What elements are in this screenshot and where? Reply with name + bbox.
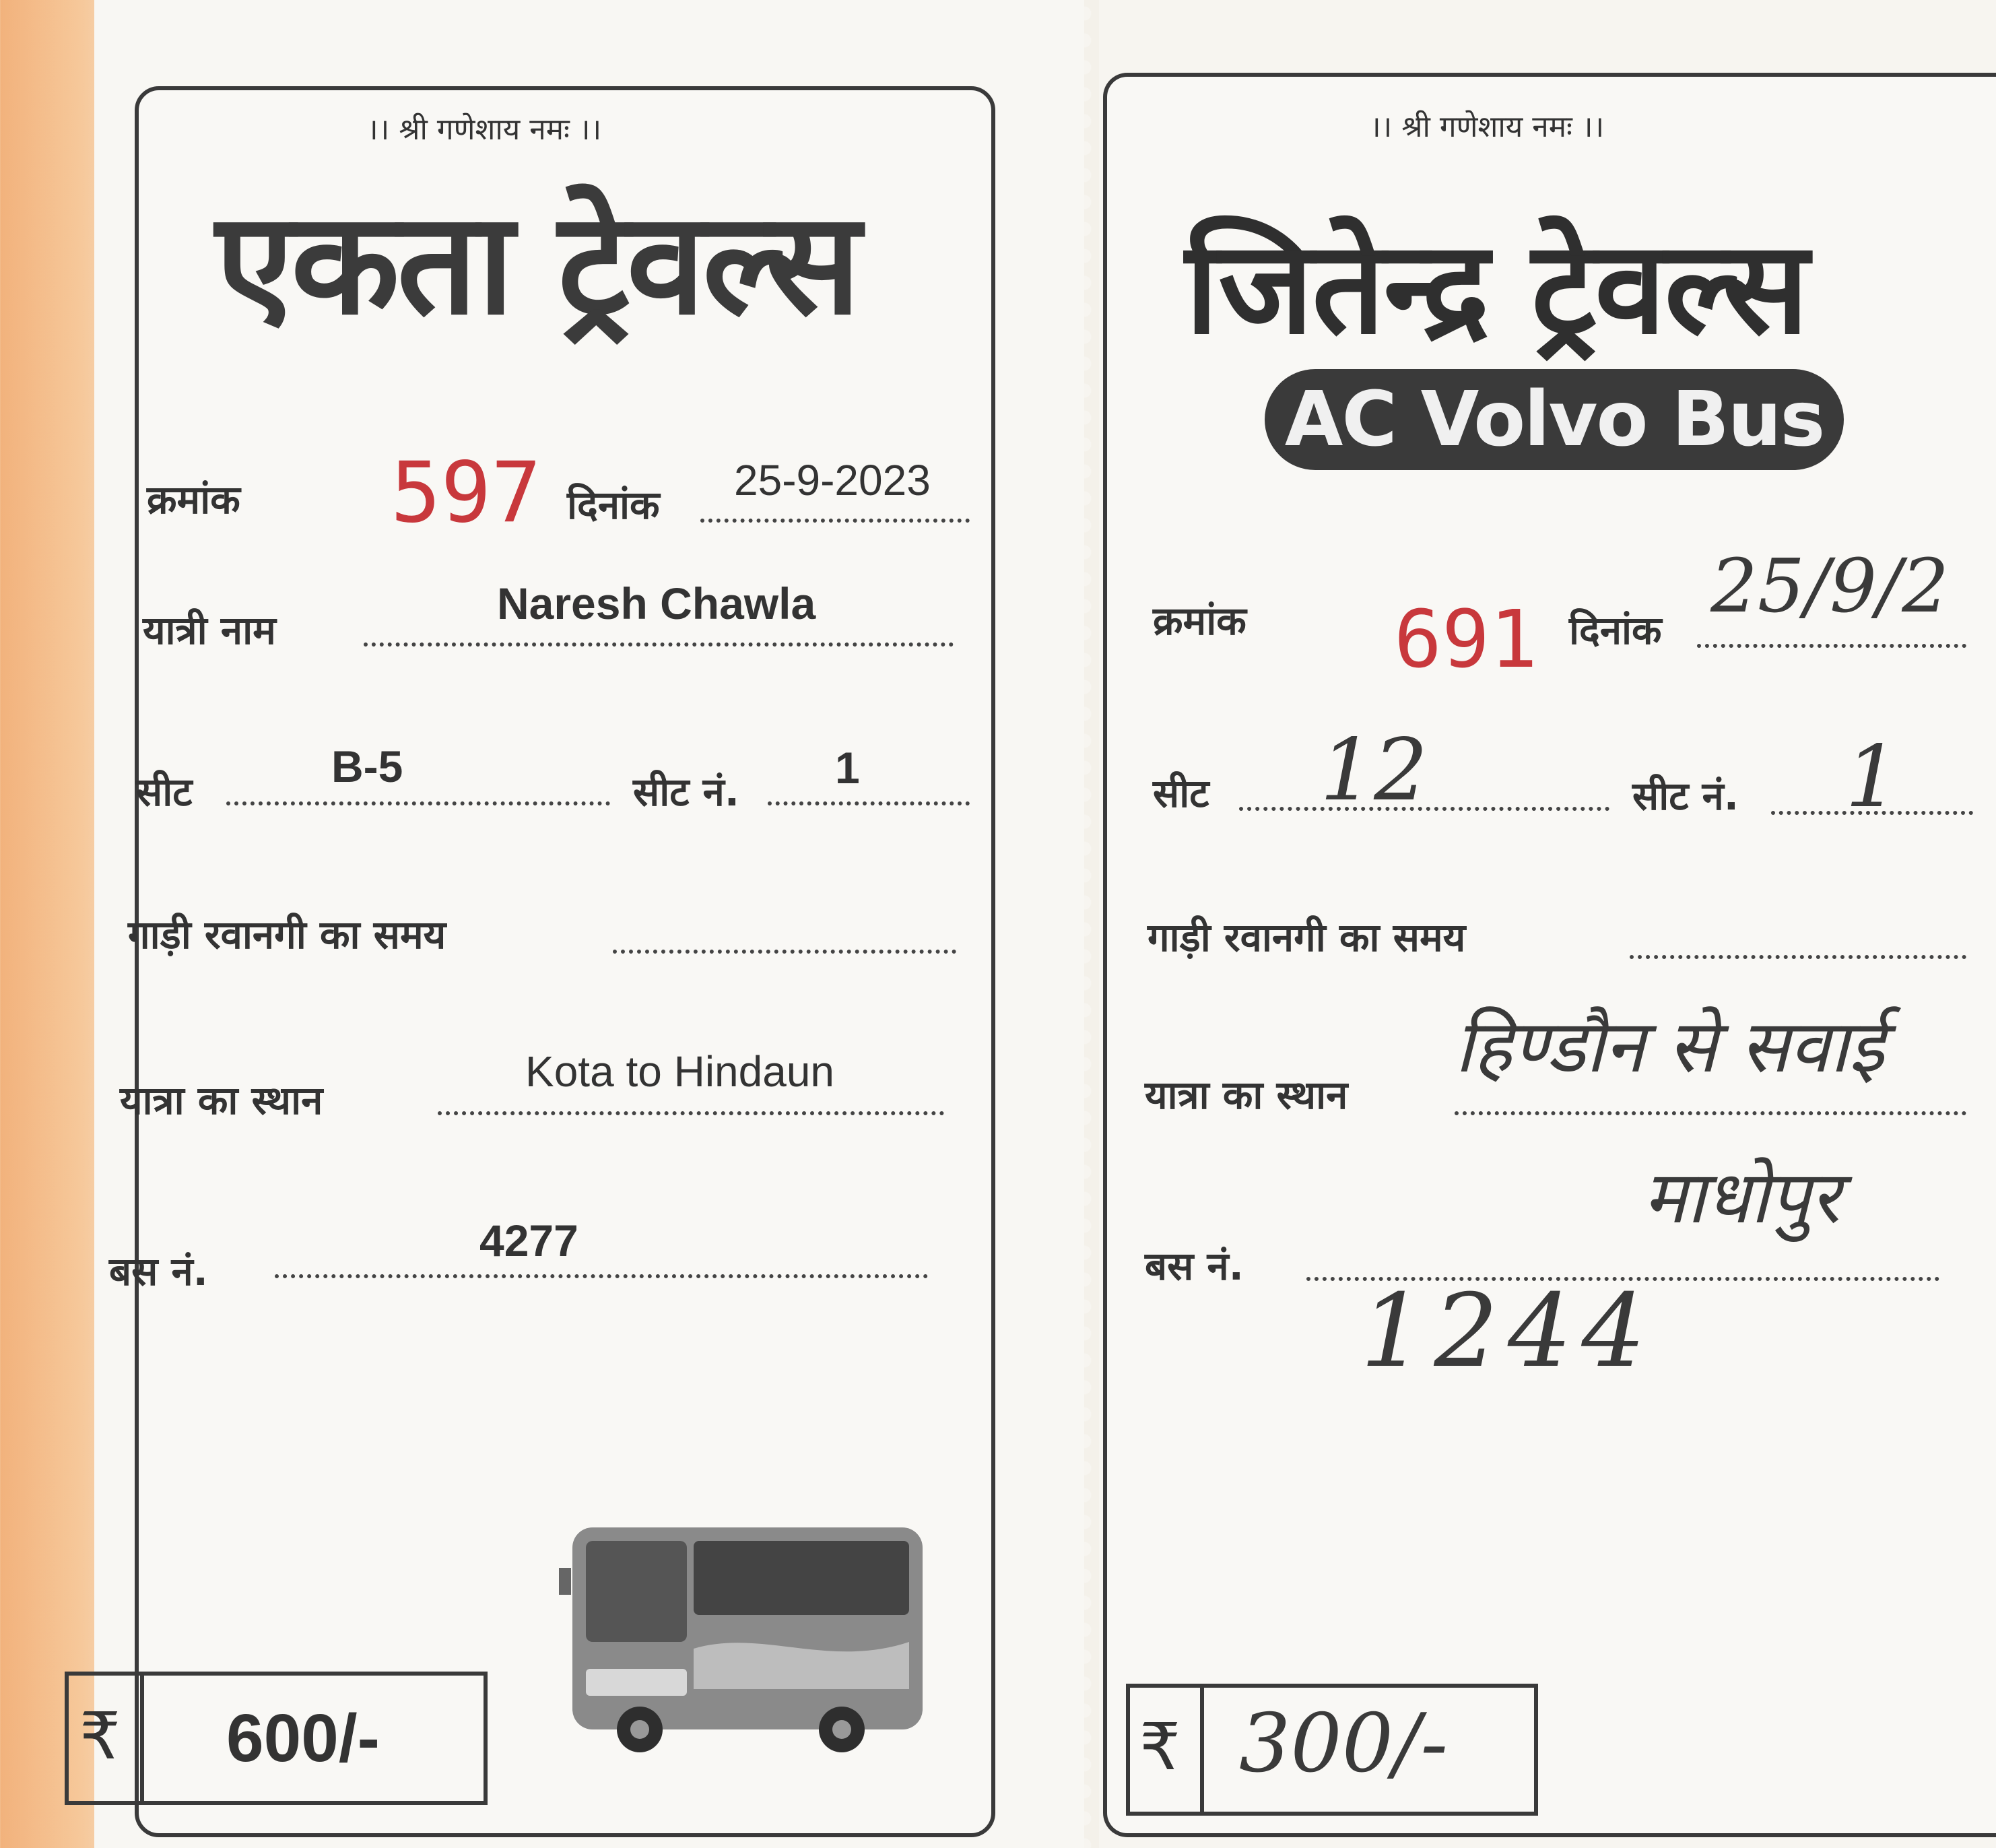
rupee-icon-right: ₹ xyxy=(1139,1709,1181,1785)
seat-value: B-5 xyxy=(331,741,403,791)
rupee-icon: ₹ xyxy=(79,1698,121,1774)
passenger-label: यात्री नाम xyxy=(143,607,276,653)
seat-label-right: सीट xyxy=(1153,770,1209,816)
bus-no-label: बस नं. xyxy=(109,1249,208,1294)
route-label: यात्रा का स्थान xyxy=(120,1078,323,1123)
route-value-right-line1: हिण्डौन से सवाई xyxy=(1455,1005,1885,1089)
bus-no-value-right: 1244 xyxy=(1360,1273,1655,1390)
serial-number-right: 691 xyxy=(1394,593,1538,686)
date-label: दिनांक xyxy=(567,482,660,528)
passenger-dots xyxy=(364,642,954,647)
route-dots xyxy=(438,1111,944,1115)
blessing-text-right: ।। श्री गणेशाय नमः ।। xyxy=(1370,110,1605,144)
date-label-right: दिनांक xyxy=(1569,607,1662,653)
serial-label: क्रमांक xyxy=(147,477,240,523)
route-label-right: यात्रा का स्थान xyxy=(1145,1072,1348,1118)
bus-no-value: 4277 xyxy=(479,1216,578,1265)
bus-no-dots xyxy=(275,1274,928,1278)
fare-amount-right: 300/- xyxy=(1239,1697,1449,1791)
passenger-value: Naresh Chawla xyxy=(497,579,816,628)
seat-no-value-right: 1 xyxy=(1845,727,1900,826)
date-dots-right xyxy=(1697,644,1966,648)
departure-dots xyxy=(613,950,956,954)
fare-amount: 600/- xyxy=(226,1701,380,1776)
route-value: Kota to Hindaun xyxy=(525,1047,834,1096)
company-name: एकता ट्रेवल्स xyxy=(215,181,859,346)
seat-dots xyxy=(226,801,610,805)
date-dots xyxy=(700,519,970,523)
bus-illustration xyxy=(559,1514,936,1756)
departure-label-right: गाड़ी रवानगी का समय xyxy=(1147,915,1466,960)
date-value: 25-9-2023 xyxy=(734,456,931,504)
seat-no-label: सीट नं. xyxy=(633,769,739,815)
seat-label: सीट xyxy=(136,769,193,815)
perforated-edge xyxy=(1084,0,1099,1848)
seat-no-dots xyxy=(768,801,970,805)
company-name-right: जितेन्द्र ट्रेवल्स xyxy=(1185,213,1808,362)
seat-value-right: 12 xyxy=(1320,721,1428,820)
departure-label: गाड़ी रवानगी का समय xyxy=(128,912,446,958)
ac-volvo-badge: AC Volvo Bus xyxy=(1265,369,1844,470)
route-dots-right xyxy=(1455,1111,1966,1115)
serial-number: 597 xyxy=(391,444,541,541)
serial-label-right: क्रमांक xyxy=(1153,598,1246,644)
date-value-right: 25/9/2 xyxy=(1710,543,1950,629)
departure-dots-right xyxy=(1630,955,1966,959)
bus-no-label-right: बस नं. xyxy=(1145,1243,1244,1289)
seat-no-label-right: सीट नं. xyxy=(1632,773,1739,819)
seat-no-value: 1 xyxy=(835,743,860,793)
blessing-text: ।। श्री गणेशाय नमः ।। xyxy=(367,112,602,147)
route-value-right-line2: माधोपुर xyxy=(1643,1156,1840,1240)
